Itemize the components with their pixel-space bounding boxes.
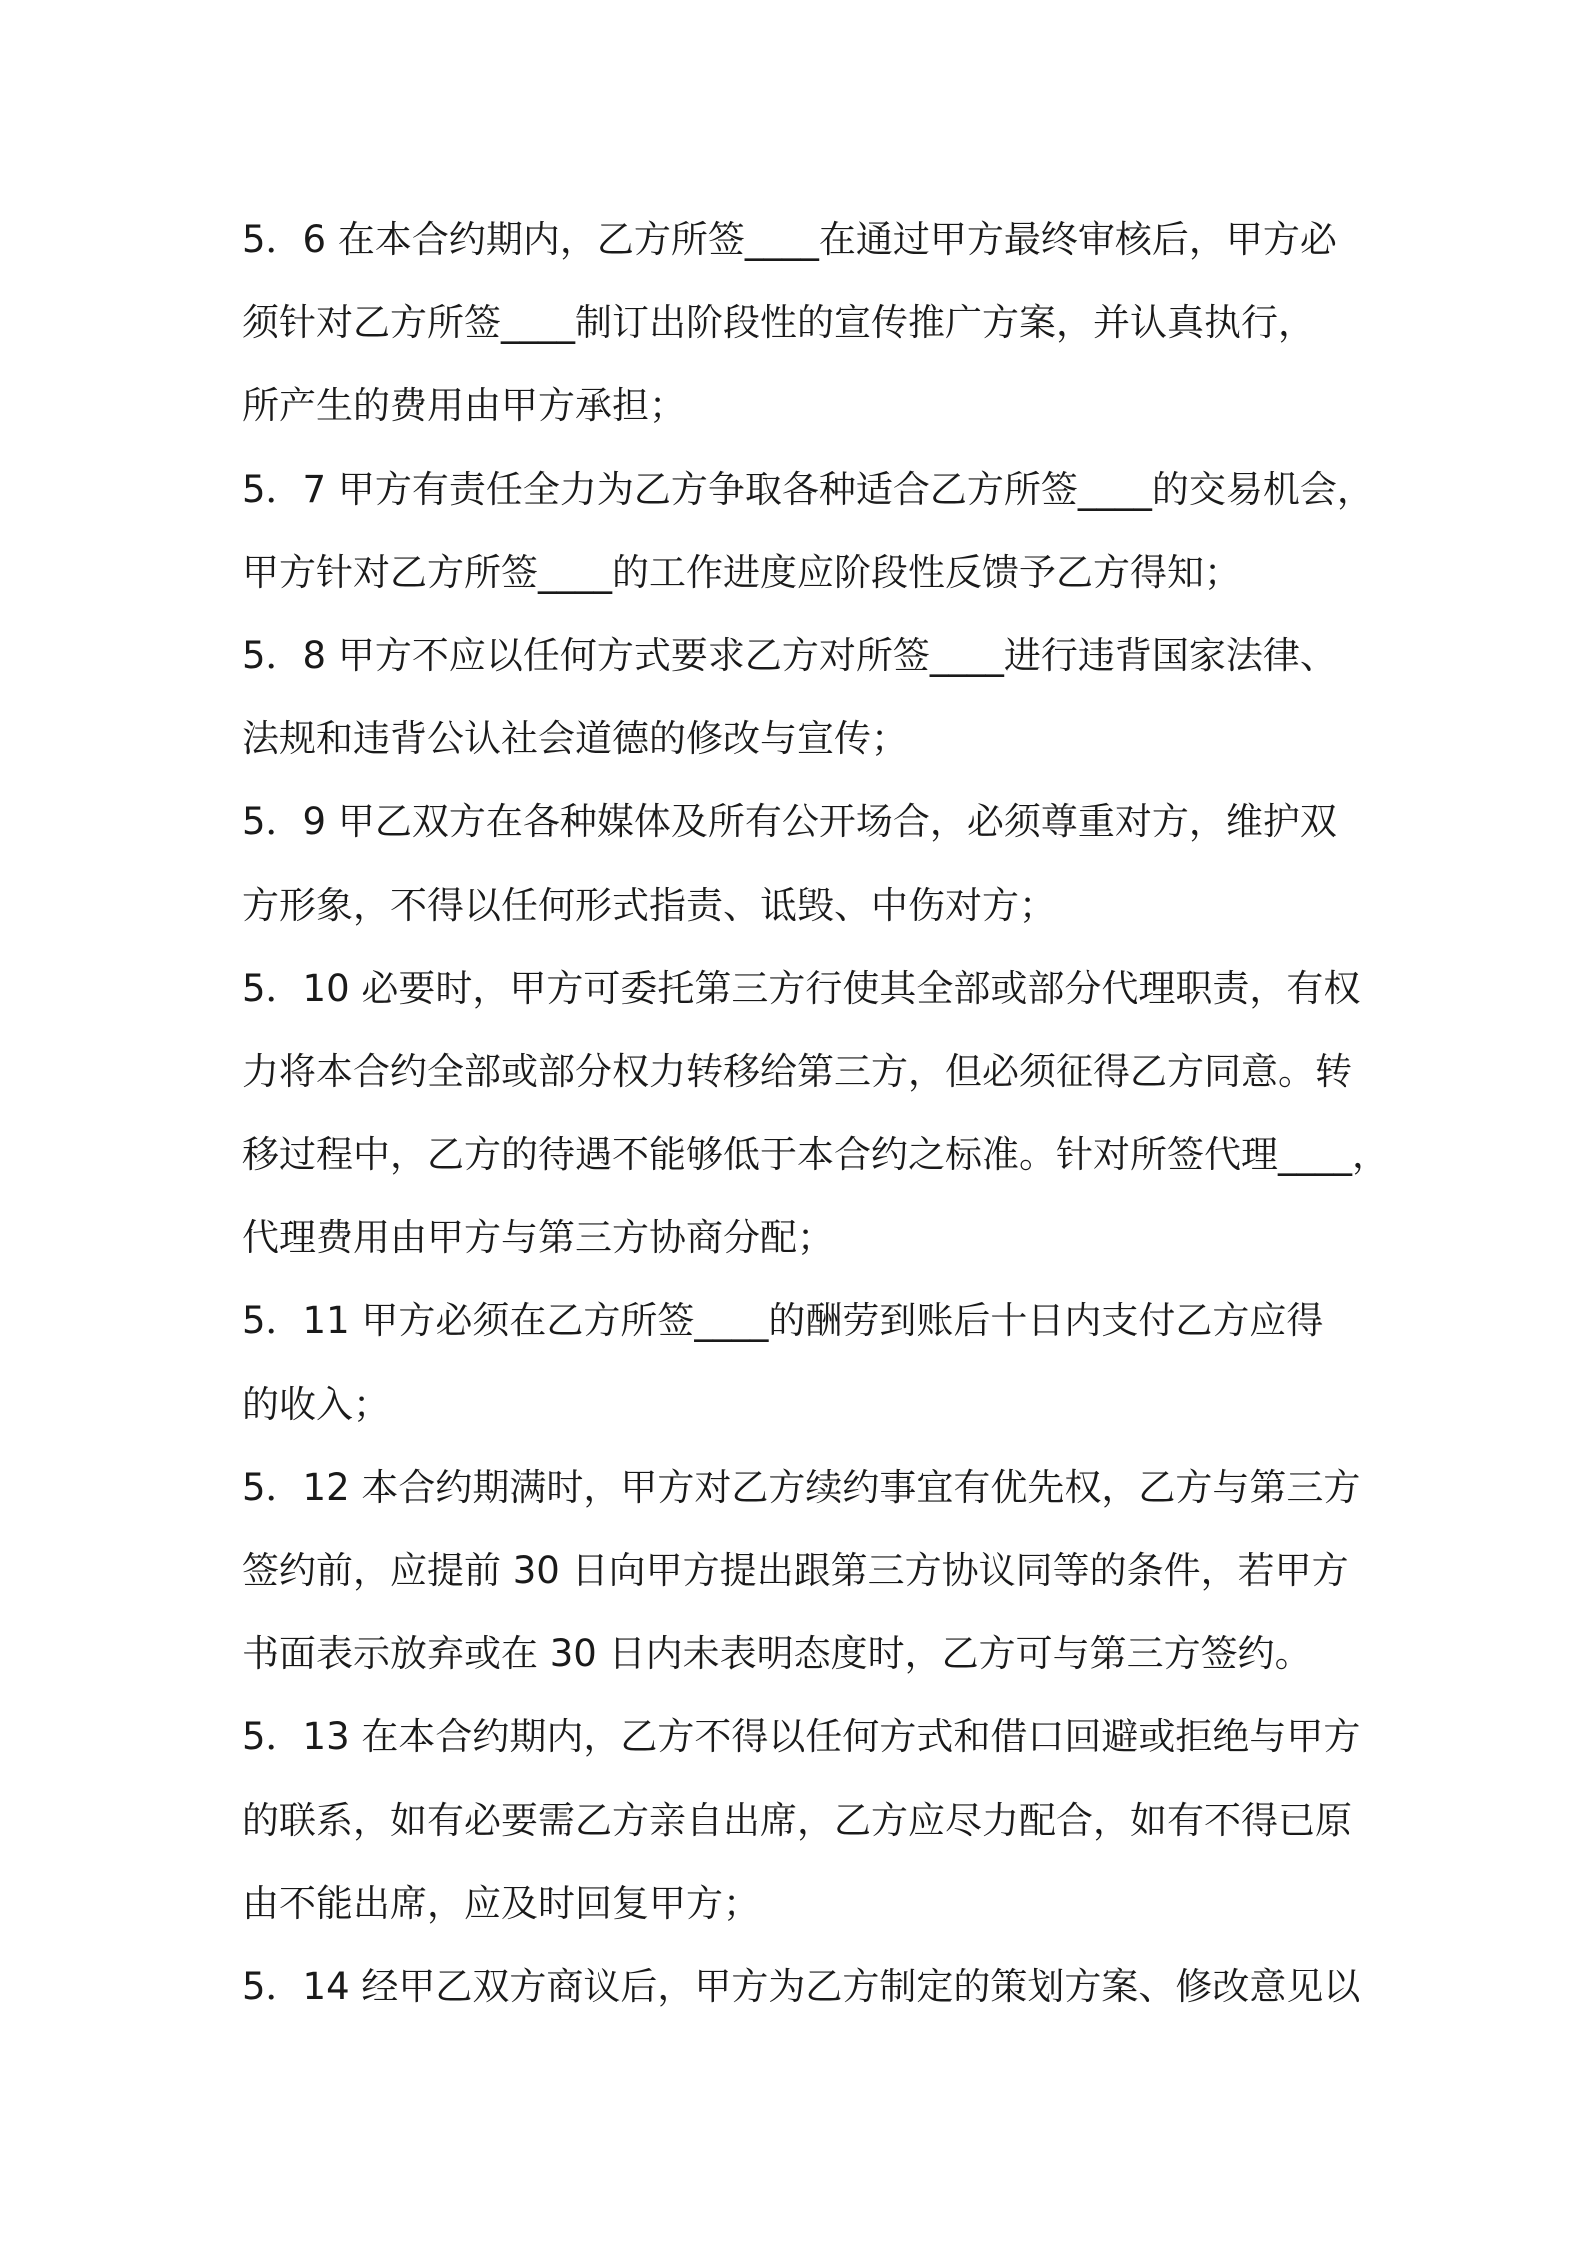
text-line: 力将本合约全部或部分权力转移给第三方，但必须征得乙方同意。转 xyxy=(242,1049,1352,1093)
text-line: 须针对乙方所签____制订出阶段性的宣传推广方案，并认真执行， xyxy=(242,301,1315,345)
text-line: 由不能出席，应及时回复甲方； xyxy=(242,1881,760,1925)
text-line: 签约前，应提前 30 日向甲方提出跟第三方协议同等的条件，若甲方 xyxy=(242,1549,1349,1592)
text-line-clause-5-9: 5．9 甲乙双方在各种媒体及所有公开场合，必须尊重对方，维护双 xyxy=(242,800,1337,844)
text-line: 方形象，不得以任何形式指责、诋毁、中伤对方； xyxy=(242,883,1056,927)
text-line: 甲方针对乙方所签____的工作进度应阶段性反馈予乙方得知； xyxy=(242,550,1241,594)
text-line-clause-5-7: 5．7 甲方有责任全力为乙方争取各种适合乙方所签____的交易机会， xyxy=(242,467,1374,511)
text-line: 移过程中，乙方的待遇不能够低于本合约之标准。针对所签代理____， xyxy=(242,1133,1389,1177)
text-line: 所产生的费用由甲方承担； xyxy=(242,384,686,428)
text-line-clause-5-12: 5．12 本合约期满时，甲方对乙方续约事宜有优先权，乙方与第三方 xyxy=(242,1465,1361,1509)
text-line-clause-5-10: 5．10 必要时，甲方可委托第三方行使其全部或部分代理职责，有权 xyxy=(242,966,1361,1010)
text-line-clause-5-6: 5．6 在本合约期内，乙方所签____在通过甲方最终审核后，甲方必 xyxy=(242,218,1337,261)
text-line-clause-5-11: 5．11 甲方必须在乙方所签____的酬劳到账后十日内支付乙方应得 xyxy=(242,1299,1324,1343)
contract-text xyxy=(242,198,1389,2028)
text-line: 的收入； xyxy=(242,1382,390,1426)
text-line-clause-5-13: 5．13 在本合约期内，乙方不得以任何方式和借口回避或拒绝与甲方 xyxy=(242,1715,1361,1759)
text-line: 书面表示放弃或在 30 日内未表明态度时，乙方可与第三方签约。 xyxy=(242,1632,1312,1676)
text-line: 法规和违背公认社会道德的修改与宣传； xyxy=(242,717,908,761)
text-line: 代理费用由甲方与第三方协商分配； xyxy=(242,1216,834,1260)
text-line-clause-5-14: 5．14 经甲乙双方商议后，甲方为乙方制定的策划方案、修改意见以 xyxy=(242,1964,1361,2008)
text-line-clause-5-8: 5．8 甲方不应以任何方式要求乙方对所签____进行违背国家法律、 xyxy=(242,633,1337,677)
text-line: 的联系，如有必要需乙方亲自出席，乙方应尽力配合，如有不得已原 xyxy=(242,1798,1352,1842)
